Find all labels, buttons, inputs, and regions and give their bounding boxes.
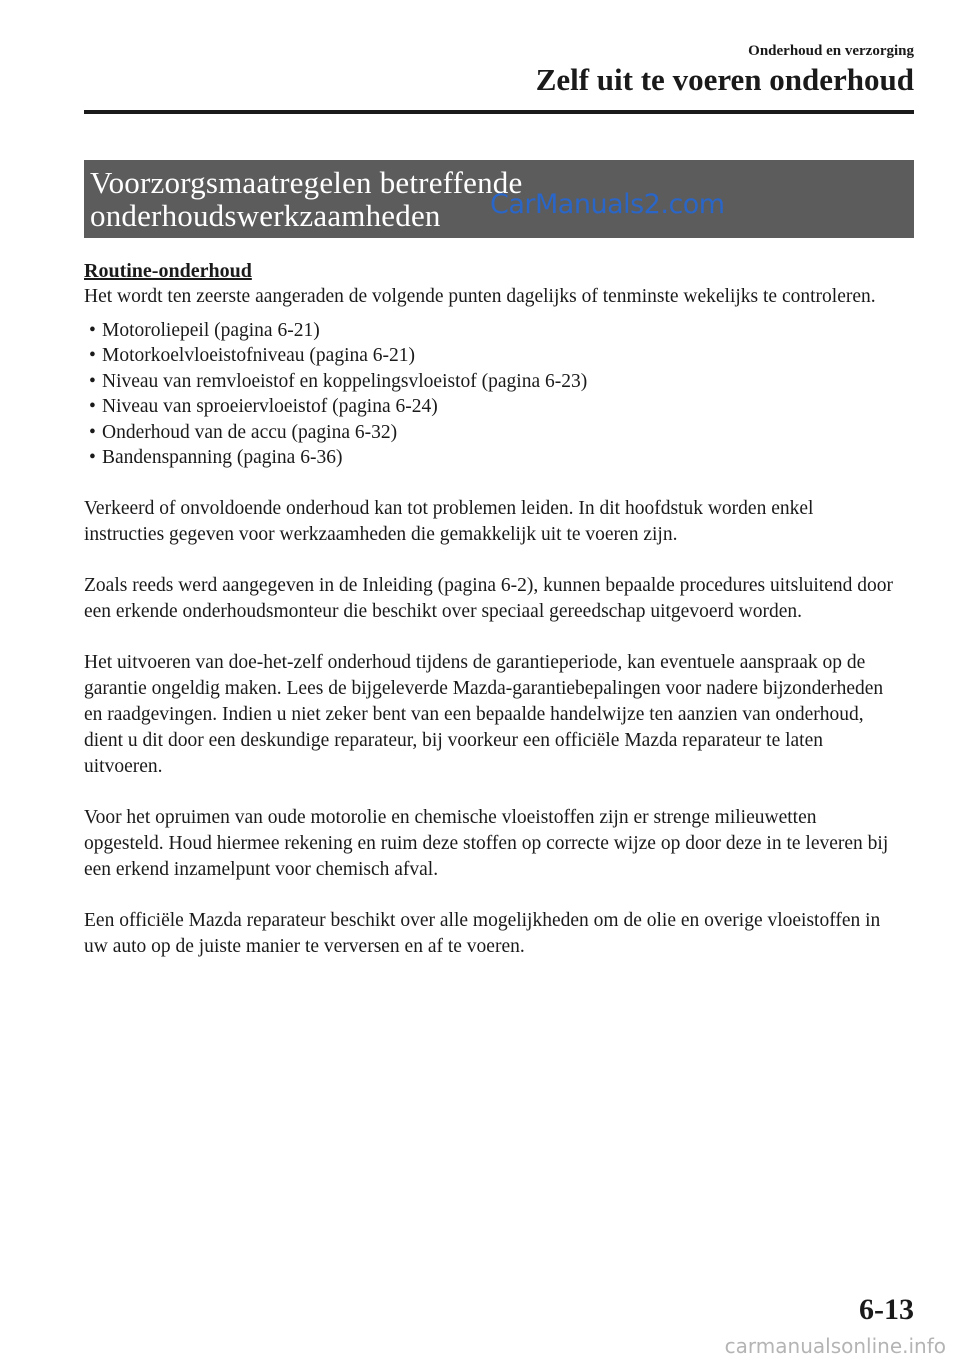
section-title-line-2: onderhoudswerkzaamheden: [90, 198, 441, 233]
checklist: [84, 318, 898, 470]
bullet-icon: •: [89, 370, 96, 392]
list-item: • Motorkoelvloeistofniveau (pagina 6-21): [89, 343, 898, 368]
body-paragraph: Het uitvoeren van doe-het-zelf onderhoud tijdens de garantieperiode, kan eventuele aanspraak op de garantie ongeldig maken. Lees de bijgeleverde Mazda-garantiebepalingen voor nadere bijzonderheden en raadgevingen. Indien u niet zeker bent van een bepaalde handelwijze ten aanzien van onderhoud, dient u dit door een deskundige reparateur, bij voorkeur een officiële Mazda reparateur te laten uitvoeren.: [84, 652, 884, 778]
bullet-icon: •: [89, 447, 96, 469]
subheading: Routine-onderhoud: [84, 260, 252, 282]
list-item: • Bandenspanning (pagina 6-36): [89, 445, 898, 470]
intro-paragraph: Het wordt ten zeerste aangeraden de volgende punten dagelijks of tenminste wekelijks te controleren.: [84, 286, 876, 307]
page-header: [84, 42, 914, 98]
bullet-icon: •: [89, 421, 96, 443]
header-divider: [84, 110, 914, 114]
body-paragraph: Zoals reeds werd aangegeven in de Inleiding (pagina 6-2), kunnen bepaalde procedures uitsluitend door een erkende onderhoudsmonteur die beschikt over speciaal gereedschap uitgevoerd worden.: [84, 575, 893, 623]
list-item: • Niveau van remvloeistof en koppelingsvloeistof (pagina 6-23): [89, 369, 898, 394]
watermark-logo: CarManuals2.com: [490, 189, 725, 220]
chapter-title: Zelf uit te voeren onderhoud: [535, 62, 914, 97]
bullet-icon: •: [89, 320, 96, 341]
body-paragraph: Verkeerd of onvoldoende onderhoud kan tot problemen leiden. In dit hoofdstuk worden enkel instructies gegeven voor werkzaamheden die gemakkelijk uit te voeren zijn.: [84, 498, 814, 546]
page-number: 6-13: [859, 1293, 914, 1326]
bullet-icon: •: [89, 345, 96, 367]
section-title-line-1: Voorzorgsmaatregelen betreffende: [90, 165, 523, 200]
body-paragraph: Voor het opruimen van oude motorolie en chemische vloeistoffen zijn er strenge milieuwetten opgesteld. Houd hiermee rekening en ruim deze stoffen op correcte wijze op door deze in te leveren bij een erkend inzamelpunt voor chemisch afval.: [84, 807, 889, 881]
list-item: • Motoroliepeil (pagina 6-21): [89, 318, 898, 343]
footer-watermark: carmanualsonline.info: [724, 1334, 946, 1358]
list-item: • Onderhoud van de accu (pagina 6-32): [89, 420, 898, 445]
body-paragraph: Een officiële Mazda reparateur beschikt over alle mogelijkheden om de olie en overige vloeistoffen in uw auto op de juiste manier te verversen en af te voeren.: [84, 910, 881, 958]
list-item: • Niveau van sproeiervloeistof (pagina 6-24): [89, 394, 898, 419]
section-label: Onderhoud en verzorging: [748, 43, 914, 59]
bullet-icon: •: [89, 396, 96, 418]
main-content: [84, 258, 898, 985]
